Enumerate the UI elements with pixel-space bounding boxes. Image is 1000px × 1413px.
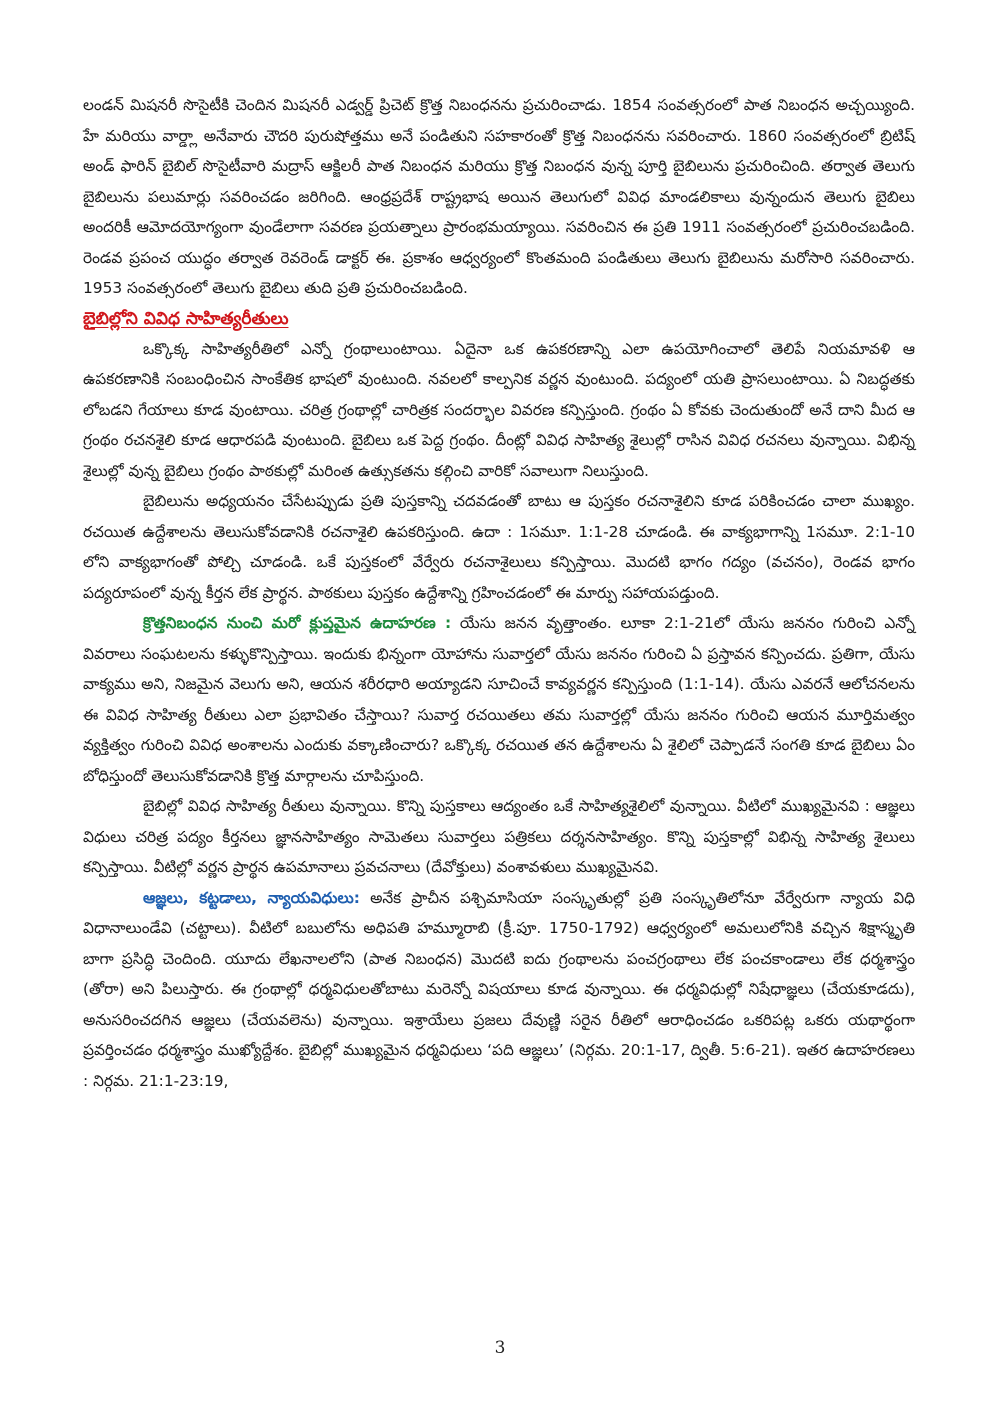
paragraph-literary-styles: ఒక్కొక్క సాహిత్యరీతిలో ఎన్నో గ్రంథాలుంటాయి. ఏదైనా ఒక ఉపకరణాన్ని ఎలా ఉపయోగించాలో తెలిపే నియమావళి ఆ ఉపకరణానికి సంబంధించిన సాంకేతిక భాషలో వుంటుంది. నవలలో కాల్పనిక వర్ణన వుంటుంది. పద్యంలో యతి ప్రాసలుంటాయి. ఏ నిబద్ధతకు లోబడని గేయాలు కూడ వుంటాయి. చరిత్ర గ్రంథాల్లో చారిత్రక సందర్భాల వివరణ కన్పిస్తుంది. గ్రంథం ఏ కోవకు చెందుతుందో అనే దాని మీద ఆ గ్రంథం రచనశైలి కూడ ఆధారపడి వుంటుంది. బైబిలు ఒక పెద్ద గ్రంథం. దీంట్లో వివిధ సాహిత్య శైలుల్లో రాసిన వివిధ రచనలు వున్నాయి. విభిన్న శైలుల్లో వున్న బైబిలు గ్రంథం పాఠకుల్లో మరింత ఉత్సుకతను కల్గించి వారికో సవాలుగా నిలుస్తుంది. <box>83 339 915 480</box>
paragraph-laws <box>83 883 915 1097</box>
paragraph-lead-new-testament: క్రొత్తనిబంధన నుంచి మరో క్లుప్తమైన ఉదాహరణ : <box>143 614 452 632</box>
section-heading: బైబిల్లోని వివిధ సాహిత్యరీతులు <box>83 308 289 329</box>
paragraph-bible-translation-history: లండన్ మిషనరీ సొసైటీకి చెందిన మిషనరీ ఎడ్వర్డ్ ప్రిచెట్ క్రొత్త నిబంధనను ప్రచురించాడు. 1854 సంవత్సరంలో పాత నిబంధన అచ్చయ్యింది. హే మరియు వార్డ్లా అనేవారు చౌదరి పురుషోత్తము అనే పండితుని సహకారంతో క్రొత్త నిబంధనను సవరించారు. 1860 సంవత్సరంలో బ్రిటిష్ అండ్ ఫారిన్ బైబిల్ సొసైటీవారి మద్రాస్ ఆక్జిలరీ పాత నిబంధన మరియు క్రొత్త నిబంధన వున్న పూర్తి బైబిలును ప్రచురించింది. తర్వాత తెలుగు బైబిలును పలుమార్లు సవరించడం జరిగింది. ఆంధ్రప్రదేశ్ రాష్ట్రభాష అయిన తెలుగులో వివిధ మాండలికాలు వున్నందున తెలుగు బైబిలు అందరికీ ఆమోదయోగ్యంగా వుండేలాగా సవరణ ప్రయత్నాలు ప్రారంభమయ్యాయి. సవరించిన ఈ ప్రతి 1911 సంవత్సరంలో ప్రచురించబడింది. రెండవ ప్రపంచ యుద్ధం తర్వాత రెవరెండ్ డాక్టర్ ఈ. ప్రకాశం ఆధ్వర్యంలో కొంతమంది పండితులు తెలుగు బైబిలును మరోసారి సవరించారు. 1953 సంవత్సరంలో తెలుగు బైబిలు తుది ప్రతి ప్రచురించబడింది. <box>83 96 915 297</box>
page-number: 3 <box>494 1338 506 1358</box>
paragraph-new-testament-example <box>83 608 915 791</box>
paragraph-body-laws: అనేక ప్రాచీన పశ్చిమాసియా సంస్కృతుల్లో ప్రతి సంస్కృతిలోనూ వేర్వేరుగా న్యాయ విధి విధానాలుండేవి (చట్టాలు). వీటిలో బబులోను అధిపతి హమ్మూరాబి (క్రీ.పూ. 1750-1792) ఆధ్వర్యంలో అమలులోనికి వచ్చిన శిక్షాస్మృతి బాగా ప్రసిద్ధి చెందింది. యూదు లేఖనాలలోని (పాత నిబంధన) మొదటి ఐదు గ్రంథాలను పంచగ్రంథాలు లేక పంచకాండాలు లేక ధర్మశాస్త్రం (తోరా) అని పిలుస్తారు. ఈ గ్రంథాల్లో ధర్మవిధులతోబాటు మరెన్నో విషయాలు కూడ వున్నాయి. ఈ ధర్మవిధుల్లో నిషేధాజ్ఞలు (చేయకూడదు), అనుసరించదగిన ఆజ్ఞలు (చేయవలెను) వున్నాయి. ఇశ్రాయేలు ప్రజలు దేవుణ్ణి సరైన రీతిలో ఆరాధించడం ఒకరిపట్ల ఒకరు యథార్థంగా ప్రవర్తించడం ధర్మశాస్త్రం ముఖ్యోద్దేశం. బైబిల్లో ముఖ్యమైన ధర్మవిధులు ‘పది ఆజ్ఞలు’ (నిర్గమ. 20:1-17, ద్వితీ. 5:6-21). ఇతర ఉదాహరణలు : నిర్గమ. 21:1-23:19, <box>83 888 916 1090</box>
page-body <box>83 90 915 1096</box>
paragraph-body-new-testament: యేసు జనన వృత్తాంతం. లూకా 2:1-21లో యేసు జననం గురించి ఎన్నో వివరాలు సంఘటలను కళ్ళుకొన్పిస్తాయి. ఇందుకు భిన్నంగా యోహాను సువార్తలో యేసు జననం గురించి ఏ ప్రస్తావన కన్పించదు. ప్రతిగా, యేసు వాక్యము అని, నిజమైన వెలుగు అని, ఆయన శరీరధారి అయ్యాడని సూచించే కావ్యవర్ణన కన్పిస్తుంది (1:1-14). యేసు ఎవరనే ఆలోచనలను ఈ వివిధ సాహిత్య రీతులు ఎలా ప్రభావితం చేస్తాయి? సువార్త రచయితలు తమ సువార్తల్లో యేసు జననం గురించి ఆయన మూర్తిమత్వం వ్యక్తిత్వం గురించి వివిధ అంశాలను ఎందుకు వక్కాణించారు? ఒక్కొక్క రచయిత తన ఉద్దేశాలను ఏ శైలిలో చెప్పాడనే సంగతి కూడ బైబిలు ఏం బోధిస్తుందో తెలుసుకోవడానికి క్రొత్త మార్గాలను చూపిస్తుంది. <box>83 614 915 785</box>
paragraph-study-method: బైబిలును అధ్యయనం చేసేటప్పుడు ప్రతి పుస్తకాన్ని చదవడంతో బాటు ఆ పుస్తకం రచనాశైలిని కూడ పరికించడం చాలా ముఖ్యం. రచయిత ఉద్దేశాలను తెలుసుకోవడానికి రచనాశైలి ఉపకరిస్తుంది. ఉదా : 1సమూ. 1:1-28 చూడండి. ఈ వాక్యభాగాన్ని 1సమూ. 2:1-10 లోని వాక్యభాగంతో పోల్చి చూడండి. ఒకే పుస్తకంలో వేర్వేరు రచనాశైలులు కన్పిస్తాయి. మొదటి భాగం గద్యం (వచనం), రెండవ భాగం పద్యరూపంలో వున్న కీర్తన లేక ప్రార్థన. పాఠకులు పుస్తకం ఉద్దేశాన్ని గ్రహించడంలో ఈ మార్పు సహాయపడ్తుంది. <box>83 492 915 602</box>
paragraph-literary-genres-list: బైబిల్లో వివిధ సాహిత్య రీతులు వున్నాయి. కొన్ని పుస్తకాలు ఆద్యంతం ఒకే సాహిత్యశైలిలో వున్నాయి. వీటిలో ముఖ్యమైనవి : ఆజ్ఞలు విధులు చరిత్ర పద్యం కీర్తనలు జ్ఞానసాహిత్యం సామెతలు సువార్తలు పత్రికలు దర్శనసాహిత్యం. కొన్ని పుస్తకాల్లో విభిన్న సాహిత్య శైలులు కన్పిస్తాయి. వీటిల్లో వర్ణన ప్రార్థన ఉపమానాలు ప్రవచనాలు (దేవోక్తులు) వంశావళులు ముఖ్యమైనవి. <box>83 797 915 876</box>
paragraph-lead-laws: ఆజ్ఞలు, కట్టడాలు, న్యాయవిధులు: <box>143 888 360 907</box>
